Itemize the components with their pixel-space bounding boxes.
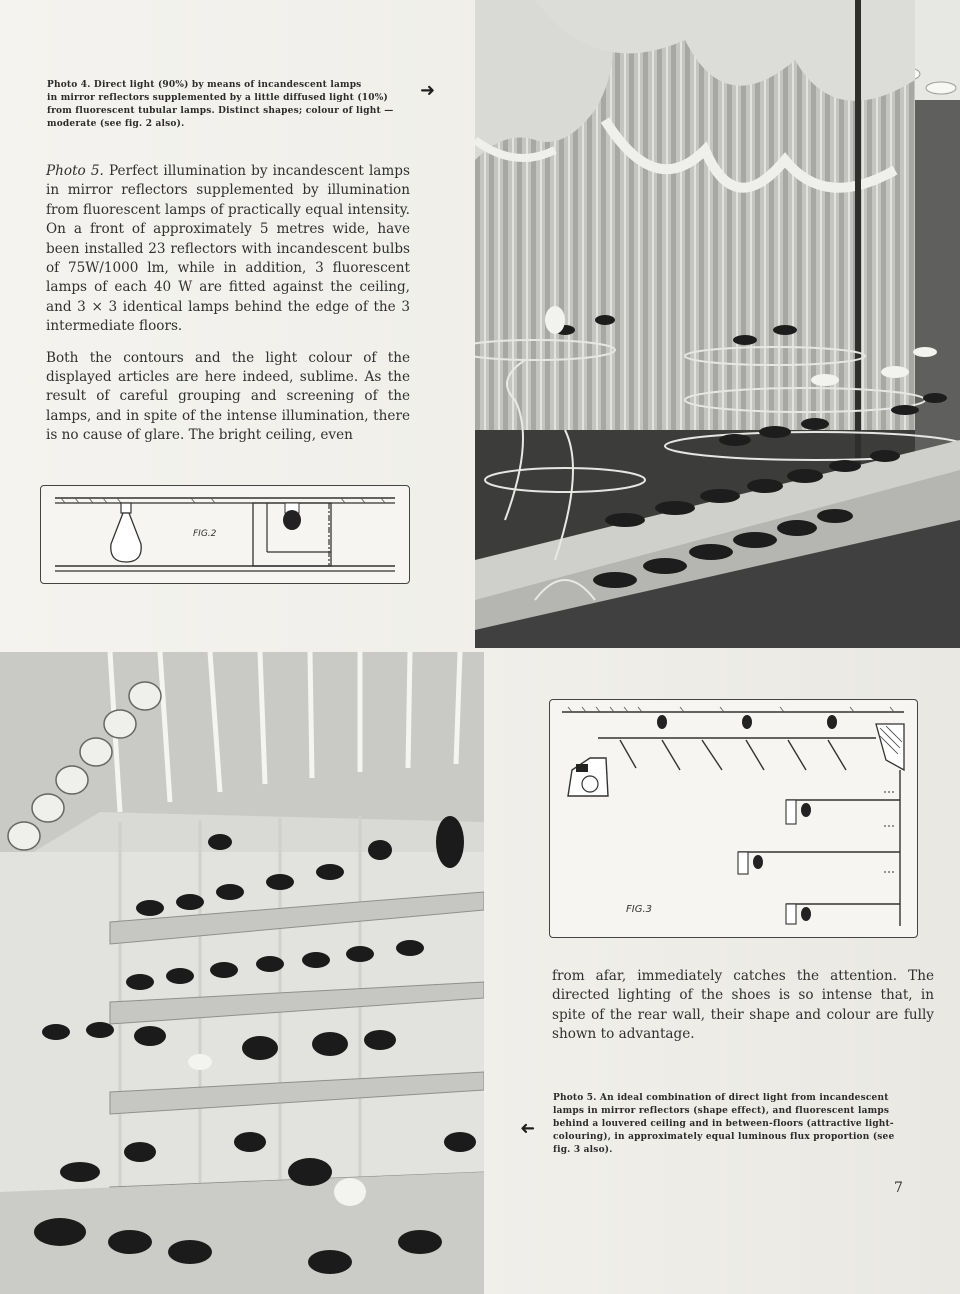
caption-line: from fluorescent tubular lamps. Distinct shapes; colour of light — xyxy=(47,106,394,116)
arrow-left-icon: ➜ xyxy=(520,1118,536,1139)
fig2-label: FIG.2 xyxy=(193,529,217,539)
photo5-caption xyxy=(553,1092,931,1157)
fig2-diagram xyxy=(40,485,410,584)
page-number: 7 xyxy=(894,1180,903,1196)
paragraph1-text: Perfect illumination by incandescent lamps in mirror reflectors supplemented by illumination from fluorescent lamps of practically equal intensity. On a front of approximately 5 metres wide, have been installed 23 reflectors with incandescent bulbs of 75W/1000 lm, while in addition, 3 fluorescent lamps of each 40 W are fitted against the ceiling, and 3 × 3 identical lamps behind the edge of the 3 intermediate floors. xyxy=(46,163,410,335)
arrow-right-icon: ➜ xyxy=(420,80,436,101)
caption-line: fig. 3 also). xyxy=(553,1145,613,1155)
photo-shoe-shelves xyxy=(0,652,484,1294)
shoe-shelves-illustration xyxy=(0,652,484,1294)
fig2-drawing xyxy=(41,486,409,583)
photo-shoe-window xyxy=(475,0,960,648)
shoe-window-illustration xyxy=(475,0,960,648)
paragraph-contours: Both the contours and the light colour of the displayed articles are here indeed, sublime. As the result of careful grouping and screening of the lamps, and in spite of the intense illumination, there is no cause of glare. The bright ceiling, even xyxy=(46,349,410,444)
paragraph-photo5 xyxy=(46,162,410,337)
body-text-column xyxy=(46,162,410,458)
caption-line: lamps in mirror reflectors (shape effect), and fluorescent lamps xyxy=(553,1106,890,1116)
fig3-diagram xyxy=(549,699,918,938)
photo4-caption xyxy=(47,79,419,131)
photo-ref: Photo 5. xyxy=(46,163,104,179)
paragraph-afar: from afar, immediately catches the attention. The directed lighting of the shoes is so intense that, in spite of the rear wall, their shape and colour are fully shown to advantage. xyxy=(552,968,934,1043)
fig3-drawing xyxy=(550,700,917,937)
body-text-right xyxy=(552,967,934,1057)
caption-line: colouring), in approximately equal luminous flux proportion (see xyxy=(553,1132,895,1142)
caption-line: Photo 4. Direct light (90%) by means of incandescent lamps xyxy=(47,80,362,90)
fig3-label: FIG.3 xyxy=(626,904,652,915)
caption-line: moderate (see fig. 2 also). xyxy=(47,119,185,129)
caption-line: Photo 5. An ideal combination of direct light from incandescent xyxy=(553,1093,889,1103)
caption-line: behind a louvered ceiling and in between-floors (attractive light- xyxy=(553,1119,894,1129)
caption-line: in mirror reflectors supplemented by a little diffused light (10%) xyxy=(47,93,388,103)
